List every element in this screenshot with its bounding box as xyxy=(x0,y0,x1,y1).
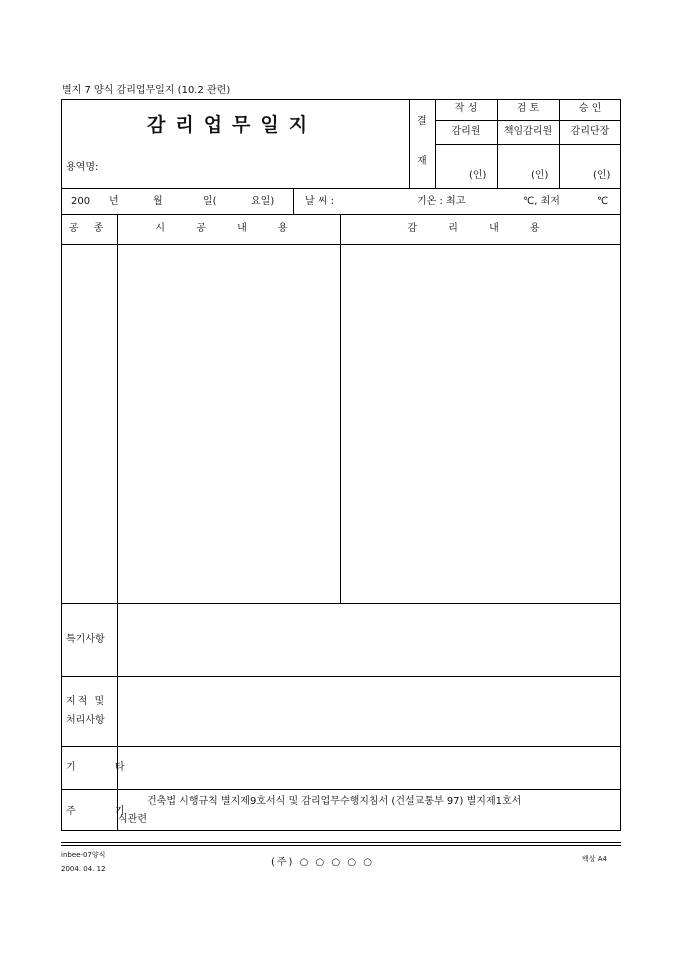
temp-min-unit: ℃ xyxy=(597,196,609,207)
footer-form-code: inbee-07양식 xyxy=(61,851,106,859)
form-header-note: 별지 7 양식 감리업무일지 (10.2 관련) xyxy=(62,85,231,96)
seal-mark-approve: (인) xyxy=(593,170,611,181)
header-work-type: 공 종 xyxy=(68,223,110,234)
weather-label: 날 씨 : xyxy=(305,196,335,207)
temperature-label: 기온 : 최고 xyxy=(417,196,466,207)
supervision-log-form xyxy=(61,99,621,830)
approval-role-team-leader: 감리단장 xyxy=(570,126,610,137)
footer-company: (주) ○ ○ ○ ○ ○ xyxy=(271,857,374,868)
form-title: 감리업무일지 xyxy=(147,114,318,136)
footnote-text-line1: 건축법 시행규칙 별지제9호서식 및 감리업무수행지침서 (건설교통부 97) 별지제1호서 xyxy=(147,796,522,807)
date-day-unit: 일( xyxy=(203,196,217,207)
seal-mark-review: (인) xyxy=(531,170,549,181)
approval-role-chief-inspector: 책임감리원 xyxy=(503,126,553,137)
others-cell[interactable] xyxy=(118,747,620,789)
header-supervision-content: 감 리 내 용 xyxy=(407,223,554,234)
approval-action-approve: 승 인 xyxy=(578,103,602,114)
date-month-unit: 월 xyxy=(153,196,163,207)
approval-role-inspector: 감리원 xyxy=(451,126,481,137)
footnote-label: 주 기 xyxy=(66,806,143,817)
remarks-cell[interactable] xyxy=(118,677,620,746)
approval-action-review: 검 토 xyxy=(516,103,540,114)
approval-action-write: 작 성 xyxy=(454,103,478,114)
work-type-cell[interactable] xyxy=(62,245,117,603)
date-year: 200 xyxy=(71,196,91,207)
remarks-label-line2: 처리사항 xyxy=(66,715,105,726)
approval-label-bottom: 재 xyxy=(417,156,427,167)
service-name-label: 용역명: xyxy=(66,162,99,173)
construction-content-cell[interactable] xyxy=(118,245,340,603)
footnote-text-line2: 식관련 xyxy=(118,814,147,825)
temp-max-unit: ℃, 최저 xyxy=(523,196,560,207)
date-weekday-unit: 요일) xyxy=(251,196,275,207)
footer-form-date: 2004. 04. 12 xyxy=(61,865,106,873)
date-year-unit: 년 xyxy=(109,196,119,207)
others-label: 기 타 xyxy=(66,762,143,773)
special-notes-cell[interactable] xyxy=(118,604,620,676)
special-notes-label: 특기사항 xyxy=(66,634,105,645)
supervision-content-cell[interactable] xyxy=(341,245,620,603)
footer-paper-size: 백상 A4 xyxy=(582,855,607,863)
header-construction-content: 시 공 내 용 xyxy=(155,223,302,234)
approval-label-top: 결 xyxy=(417,116,427,127)
seal-mark-write: (인) xyxy=(469,170,487,181)
remarks-label-line1: 지적 및 xyxy=(66,696,107,707)
